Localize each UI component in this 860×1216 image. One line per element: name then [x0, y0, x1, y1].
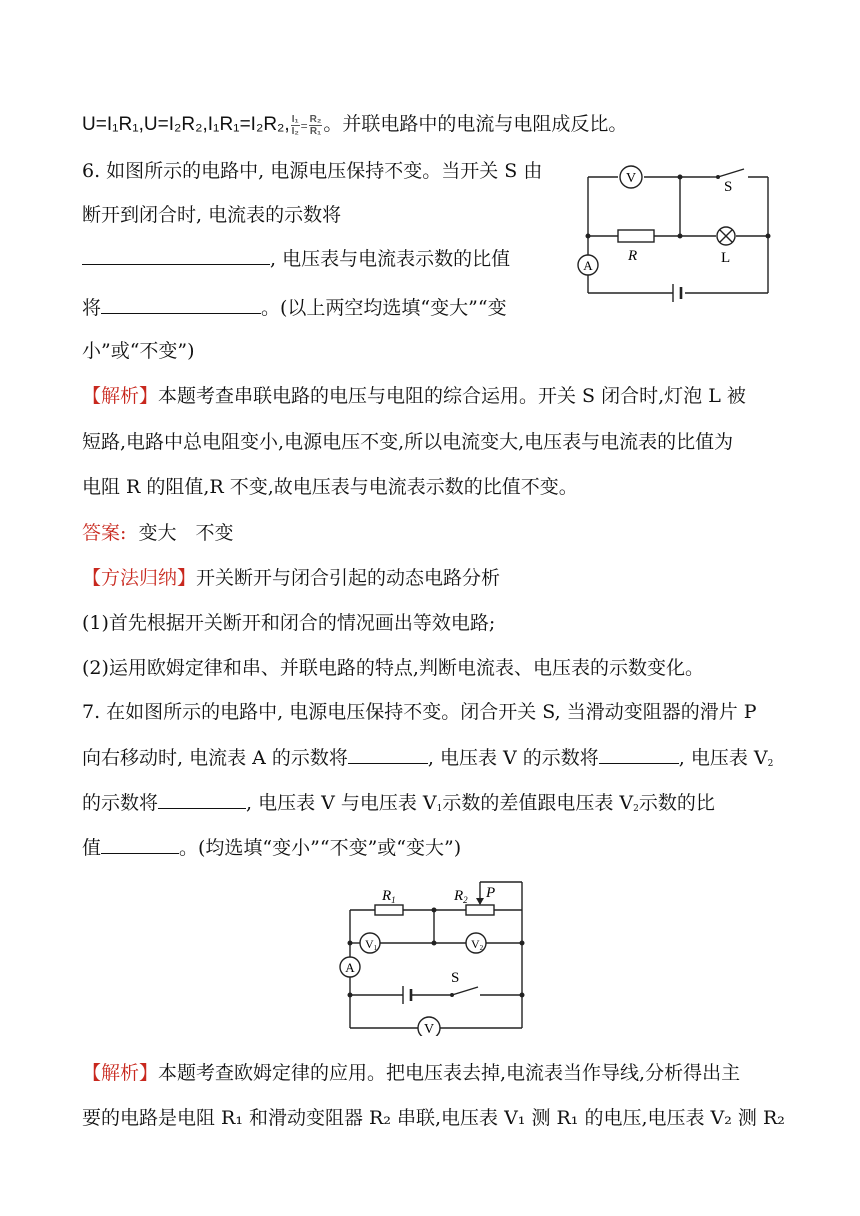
q6-line-5: 小”或“不变”) — [82, 340, 195, 362]
q6-analysis-line-2: 短路,电路中总电阻变小,电源电压不变,所以电流变大,电压表与电流表的比值为 — [82, 431, 734, 453]
circuit-diagram-2 — [330, 878, 535, 1036]
answer-blank[interactable] — [82, 246, 270, 265]
answer-label: 答案: — [82, 522, 127, 544]
q7-line-1: 7. 在如图所示的电路中, 电源电压保持不变。闭合开关 S, 当滑动变阻器的滑片 P — [82, 701, 757, 723]
r2-label: $R_2$ — [454, 888, 468, 905]
answer-blank[interactable] — [101, 295, 261, 314]
q6-line-4: 将 。(以上两空均选填“变大”“变 — [82, 297, 507, 319]
answer-blank[interactable] — [599, 745, 679, 764]
method-tag: 【方法归纳】 — [82, 567, 197, 589]
q7-line-2: 向右移动时, 电流表 A 的示数将 , 电压表 V 的示数将 , 电压表 $V_2$ — [82, 747, 774, 769]
top-formula-line: U=I₁R₁,U=I₂R₂,I₁R₁=I₂R₂, $\frac{\text{I₁}}{\text{I₂}}=$ $\frac{\text{R₂}}{\text{R₁}}$。并联电路中的电流与电阻成反比。 — [82, 113, 628, 137]
analysis-tag: 【解析】 — [82, 1062, 159, 1084]
method-step-2: (2)运用欧姆定律和串、并联电路的特点,判断电流表、电压表的示数变化。 — [82, 657, 704, 679]
formula-conclusion: 。并联电路中的电流与电阻成反比。 — [323, 113, 628, 135]
switch-s-label: S — [451, 970, 460, 986]
ammeter-label: A — [583, 258, 593, 273]
ammeter-a-label: A — [345, 960, 355, 975]
q6-answer — [82, 521, 234, 545]
answer-blank[interactable] — [158, 790, 246, 809]
answer-values: 变大 不变 — [138, 522, 234, 544]
lamp-label: L — [721, 250, 731, 266]
voltmeter-v-label: V — [423, 1022, 435, 1036]
method-step-1: (1)首先根据开关断开和闭合的情况画出等效电路; — [82, 612, 496, 634]
switch-label: S — [724, 179, 733, 195]
slider-p-label: P — [486, 885, 496, 901]
q7-analysis-line-2: 要的电路是电阻 R₁ 和滑动变阻器 R₂ 串联,电压表 V₁ 测 R₁ 的电压,电压表 V₂ 测 R₂ — [82, 1107, 785, 1129]
current-ratio-fraction: $\frac{\text{I₁}}{\text{I₂}}$ — [291, 113, 299, 137]
answer-blank[interactable] — [101, 835, 179, 854]
q6-analysis-line-3: 电阻 R 的阻值,R 不变,故电压表与电流表示数的比值不变。 — [82, 476, 578, 498]
r1-label: $R_1$ — [382, 888, 396, 905]
resistance-ratio-fraction: $\frac{\text{R₂}}{\text{R₁}}$ — [309, 113, 322, 137]
q6-analysis-line-1: 【解析】本题考查串联电路的电压与电阻的综合运用。开关 S 闭合时,灯泡 L 被 — [82, 385, 746, 407]
q7-line-4: 值 。(均选填“变小”“不变”或“变大”) — [82, 837, 462, 859]
answer-blank[interactable] — [348, 745, 428, 764]
v2-label: V2 — [471, 937, 484, 952]
voltmeter-label: V — [625, 171, 637, 186]
method-heading: 【方法归纳】开关断开与闭合引起的动态电路分析 — [82, 567, 501, 589]
v1-label: V1 — [365, 937, 378, 952]
analysis-tag: 【解析】 — [82, 385, 159, 407]
circuit-diagram-1 — [570, 160, 780, 305]
q6-line-1: 6. 如图所示的电路中, 电源电压保持不变。当开关 S 由 — [82, 160, 543, 182]
q7-line-3: 的示数将 , 电压表 V 与电压表 $V_1$示数的差值跟电压表 $V_2$示数的比 — [82, 792, 715, 814]
formula-text: U=I₁R₁,U=I₂R₂,I₁R₁=I₂R₂, — [82, 114, 290, 135]
q7-analysis-line-1: 【解析】本题考查欧姆定律的应用。把电压表去掉,电流表当作导线,分析得出主 — [82, 1062, 741, 1084]
resistor-label: R — [628, 248, 638, 264]
q6-line-3: , 电压表与电流表示数的比值 — [82, 246, 510, 271]
q6-line-2: 断开到闭合时, 电流表的示数将 — [82, 204, 342, 226]
